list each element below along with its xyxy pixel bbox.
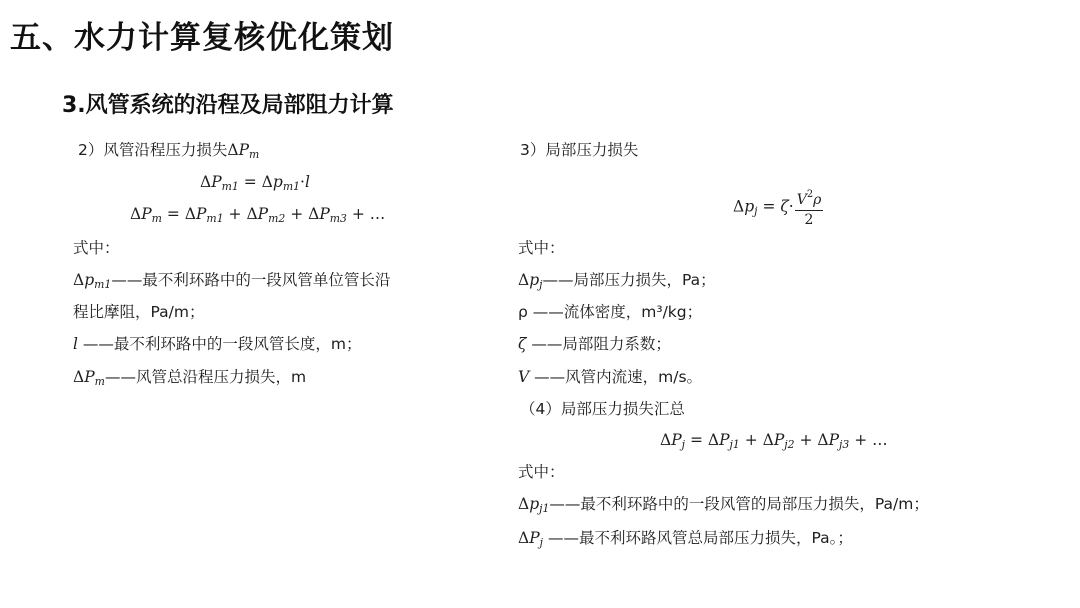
right-def-3-text: ——局部阻力系数；	[526, 335, 671, 353]
right-def-4-text: ——风管内流速，m/s。	[529, 368, 703, 386]
left-def-2: l ——最不利环路中的一段风管长度，m；	[73, 335, 362, 353]
right-def-2-text: ——流体密度，m³/kg；	[527, 303, 703, 321]
left-def-3-text: ——风管总沿程压力损失，m	[104, 368, 307, 386]
left-def-1-cont: 程比摩阻，Pa/m；	[73, 303, 205, 321]
left-def-2-text: ——最不利环路中的一段风管长度，m；	[77, 335, 362, 353]
right-where-label: 式中：	[518, 239, 565, 257]
left-def-1-text: ——最不利环路中的一段风管单位管长沿	[111, 271, 391, 289]
right-def-5: $\Delta p_{j1}——$最不利环路中的一段风管的局部压力损失，Pa/m；	[518, 495, 929, 515]
left-where-label: 式中：	[73, 239, 120, 257]
right-def-5-text: ——最不利环路中的一段风管的局部压力损失，Pa/m；	[549, 495, 929, 513]
right-heading: 3）局部压力损失	[520, 141, 639, 159]
left-heading: 2）风管沿程压力损失$\Delta P_m$	[78, 141, 260, 161]
right-def-2-symbol: ρ	[518, 303, 528, 321]
left-formula-2: $\Delta P_m = \Delta P_{m1} + \Delta P_{m2} + \Delta P_{m3}$ + …	[130, 205, 386, 225]
left-def-3: $\Delta P_m——$风管总沿程压力损失，m	[73, 368, 307, 388]
right-heading-2: （4）局部压力损失汇总	[520, 400, 685, 418]
right-def-6-text: ——最不利环路风管总局部压力损失，Pa。；	[543, 529, 853, 547]
right-def-2	[518, 302, 702, 322]
right-formula-1: $\Delta p_j = \zeta\cdot$ $\frac{V^2\rho}{2}$	[733, 186, 823, 229]
right-def-4	[518, 367, 702, 387]
right-def-3	[518, 334, 671, 354]
right-def-6: $\Delta P_j$ ——最不利环路风管总局部压力损失，Pa。；	[518, 529, 853, 549]
left-def-1: $\Delta p_{m1}——$最不利环路中的一段风管单位管长沿	[73, 271, 391, 291]
left-formula-1: $\Delta P_{m1} = \Delta p_{m1}\cdot l$	[200, 173, 310, 193]
right-formula-2: $\Delta P_j = \Delta P_{j1} + \Delta P_{j2} + \Delta P_{j3}$ + …	[660, 431, 888, 451]
right-def-1-text: ——局部压力损失，Pa；	[542, 271, 716, 289]
right-def-3-symbol: ζ	[518, 335, 527, 353]
page-title: 五、水力计算复核优化策划	[10, 20, 394, 56]
right-where-label-2: 式中：	[518, 463, 565, 481]
section-subtitle: 3.风管系统的沿程及局部阻力计算	[62, 93, 394, 118]
right-def-1: $\Delta p_j——$局部压力损失，Pa；	[518, 271, 716, 291]
right-def-4-symbol: V	[518, 368, 530, 386]
